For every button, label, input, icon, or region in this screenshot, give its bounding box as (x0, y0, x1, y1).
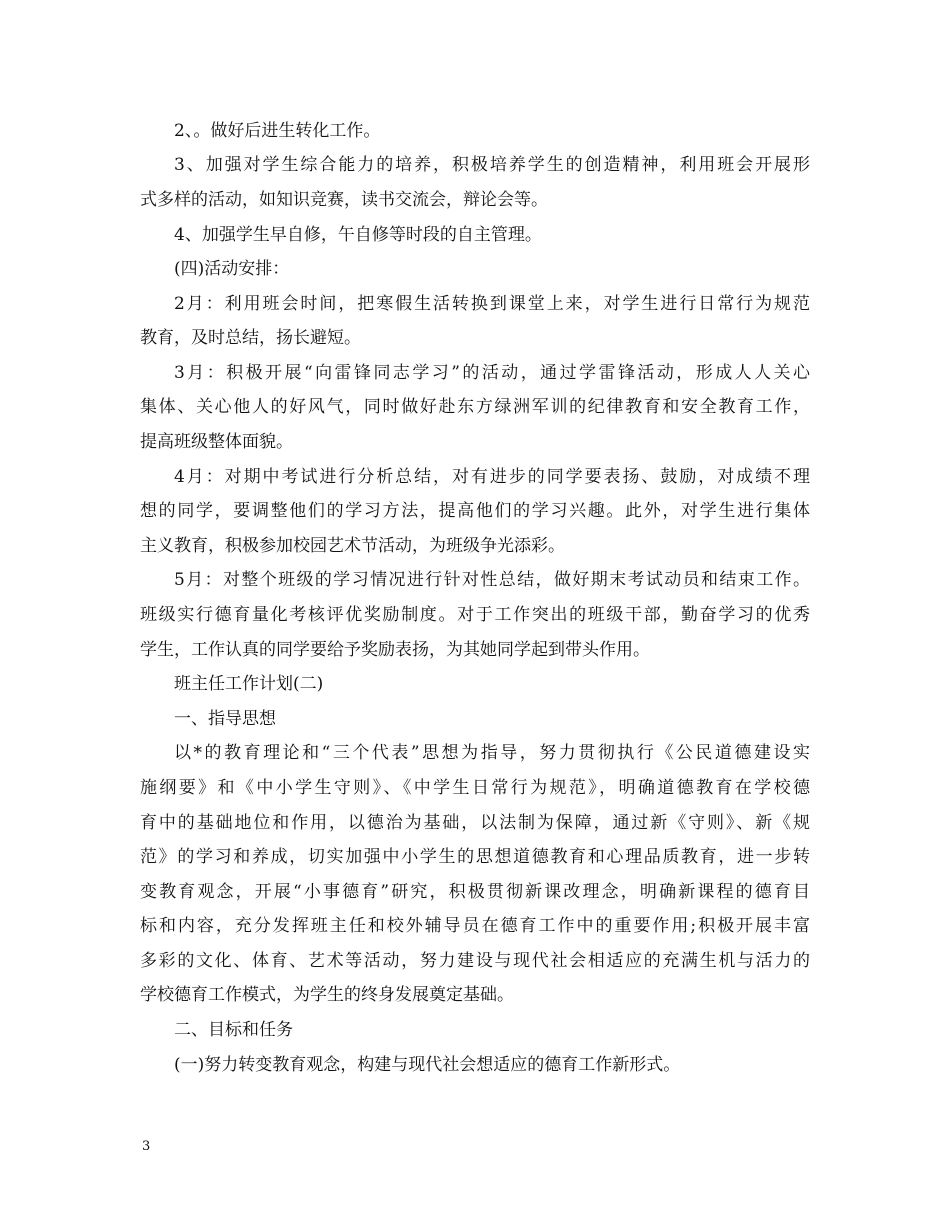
text-line: 标和内容，充分发挥班主任和校外辅导员在德育工作中的重要作用;积极开展丰富 (140, 916, 810, 936)
text-line: 提高班级整体面貌。 (140, 432, 293, 452)
text-line: 班级实行德育量化考核评优奖励制度。对于工作突出的班级干部，勤奋学习的优秀 (140, 605, 810, 625)
text-line: 学生，工作认真的同学要给予奖励表扬，为其她同学起到带头作用。 (140, 640, 650, 660)
text-line: 想的同学，要调整他们的学习方法，提高他们的学习兴趣。此外，对学生进行集体 (140, 501, 810, 521)
text-line: 教育，及时总结，扬长避短。 (140, 328, 361, 348)
text-line: 2月：利用班会时间，把寒假生活转换到课堂上来，对学生进行日常行为规范 (174, 294, 810, 314)
text-line: 4月：对期中考试进行分析总结，对有进步的同学要表扬、鼓励，对成绩不理 (174, 467, 810, 487)
text-line: 学校德育工作模式，为学生的终身发展奠定基础。 (140, 985, 514, 1005)
text-line: (四)活动安排： (174, 259, 290, 279)
text-line: 2、。做好后进生转化工作。 (174, 121, 381, 141)
text-line: 范》的学习和养成，切实加强中小学生的思想道德教育和心理品质教育，进一步转 (140, 847, 810, 867)
text-line: 3、加强对学生综合能力的培养，积极培养学生的创造精神，利用班会开展形 (174, 155, 810, 175)
text-line: (一)努力转变教育观念，构建与现代社会想适应的德育工作新形式。 (174, 1055, 681, 1075)
page-number: 3 (142, 1139, 151, 1154)
text-line: 式多样的活动，如知识竞赛，读书交流会，辩论会等。 (140, 190, 548, 210)
section-heading: 一、指导思想 (174, 709, 276, 729)
text-line: 主义教育，积极参加校园艺术节活动，为班级争光添彩。 (140, 536, 565, 556)
text-line: 集体、关心他人的好风气，同时做好赴东方绿洲军训的纪律教育和安全教育工作， (140, 397, 810, 417)
text-line: 3月：积极开展“向雷锋同志学习”的活动，通过学雷锋活动，形成人人关心 (174, 363, 810, 383)
section-title: 班主任工作计划(二) (174, 674, 324, 694)
text-line: 多彩的文化、体育、艺术等活动，努力建设与现代社会相适应的充满生机与活力的 (140, 951, 810, 971)
section-heading: 二、目标和任务 (174, 1020, 293, 1040)
text-line: 以*的教育理论和“三个代表”思想为指导，努力贯彻执行《公民道德建设实 (174, 743, 810, 763)
text-line: 5月：对整个班级的学习情况进行针对性总结，做好期末考试动员和结束工作。 (174, 570, 810, 590)
text-line: 育中的基础地位和作用，以德治为基础，以法制为保障，通过新《守则》、新《规 (140, 813, 810, 833)
text-line: 4、加强学生早自修，午自修等时段的自主管理。 (174, 225, 542, 245)
text-line: 施纲要》和《中小学生守则》、《中学生日常行为规范》，明确道德教育在学校德 (140, 778, 810, 798)
text-line: 变教育观念，开展“小事德育”研究，积极贯彻新课改理念，明确新课程的德育目 (140, 882, 810, 902)
